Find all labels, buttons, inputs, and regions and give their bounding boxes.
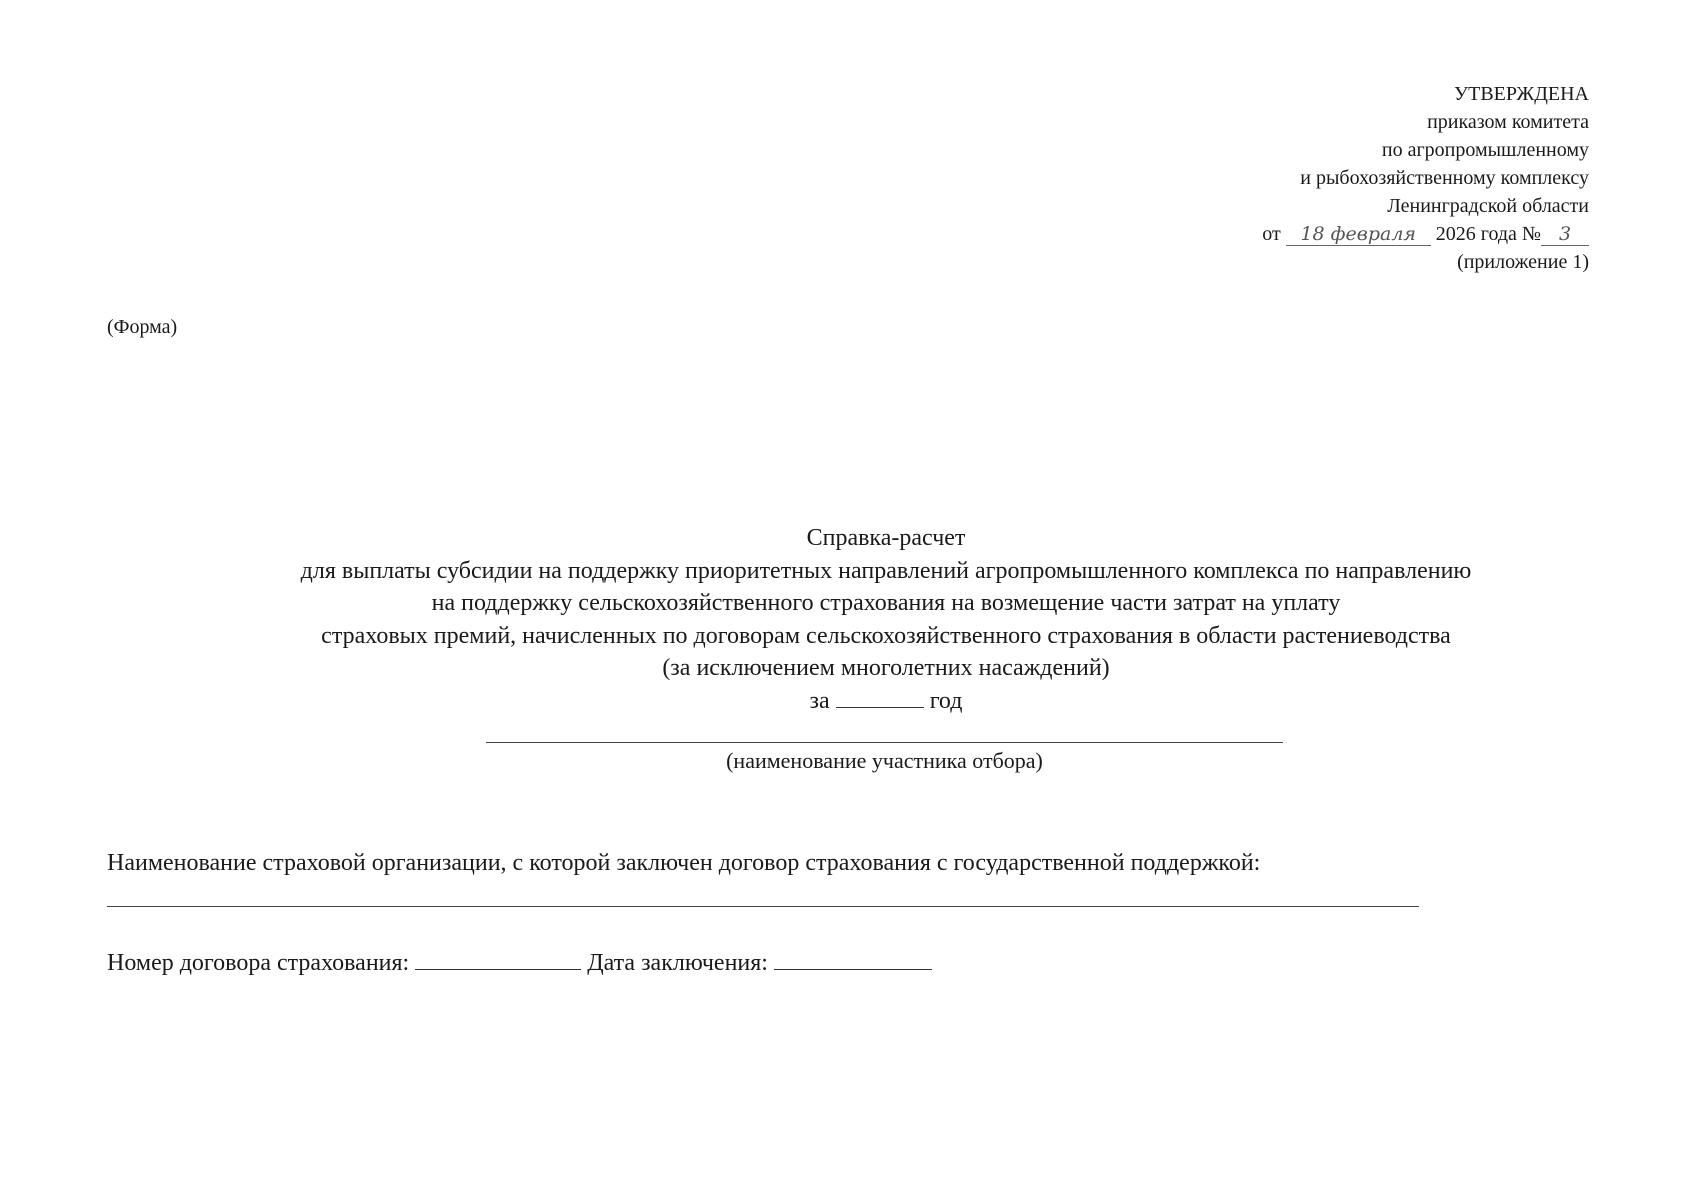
approval-line: по агропромышленному — [1381, 139, 1589, 161]
handwritten-number: 3 — [1541, 223, 1589, 246]
insurer-name-blank[interactable] — [107, 906, 1419, 907]
handwritten-date: 18 февраля — [1286, 223, 1431, 246]
date-prefix: от — [1262, 223, 1281, 245]
insurer-label: Наименование страховой организации, с которой заключен договор страхования с государственной поддержкой: — [107, 850, 1261, 876]
approval-date-line — [1262, 220, 1589, 248]
contract-number-label: Номер договора страхования: — [107, 950, 410, 976]
title-heading: Справка-расчет — [806, 525, 966, 551]
title-year-line — [0, 685, 1696, 718]
participant-label: (наименование участника отбора) — [726, 748, 1043, 773]
contract-date-label: Дата заключения: — [587, 950, 768, 976]
title-line: страховых премий, начисленных по договорам сельскохозяйственного страхования в области растениеводства — [321, 622, 1451, 649]
approval-line: Ленинградской области — [1387, 195, 1589, 217]
participant-name-blank[interactable] — [486, 742, 1283, 743]
contract-number-blank[interactable] — [415, 947, 581, 970]
title-line: (за исключением многолетних насаждений) — [662, 655, 1110, 681]
year-blank[interactable] — [836, 685, 924, 708]
contract-line — [107, 947, 932, 977]
title-line: на поддержку сельскохозяйственного страхования на возмещение части затрат на уплату — [431, 590, 1341, 616]
year-suffix: год — [929, 687, 963, 714]
appendix-label: (приложение 1) — [1457, 251, 1589, 273]
approval-line: УТВЕРЖДЕНА — [1453, 83, 1589, 105]
contract-date-blank[interactable] — [774, 947, 932, 970]
title-line: для выплаты субсидии на поддержку приоритетных направлений агропромышленного комплекса по направлению — [300, 557, 1472, 584]
approval-line: и рыбохозяйственному комплексу — [1300, 167, 1589, 189]
approval-block — [1262, 80, 1589, 276]
year-text: 2026 года № — [1435, 223, 1541, 245]
document-title — [0, 522, 1696, 717]
approval-line: приказом комитета — [1427, 111, 1589, 133]
form-label: (Форма) — [107, 316, 178, 338]
year-prefix: за — [809, 687, 830, 714]
